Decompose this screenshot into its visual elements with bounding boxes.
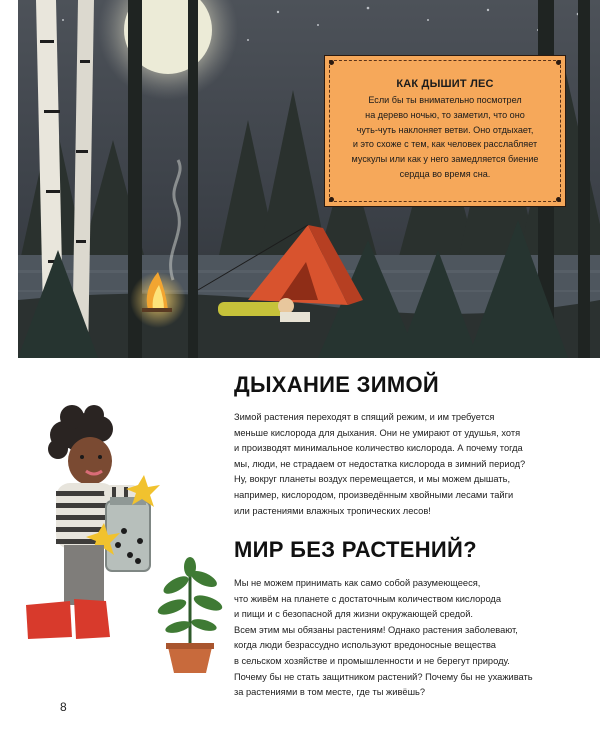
paragraph-line: Ну, вокруг планеты воздух перемещается, и мы можем дышать, bbox=[234, 474, 511, 485]
paragraph-line: когда люди безрассудно используют вредоносные вещества bbox=[234, 640, 496, 651]
paragraph-line: и пищи и с безопасной для жизни окружающей средой. bbox=[234, 609, 474, 620]
callout-line: Если бы ты внимательно посмотрел bbox=[368, 95, 522, 105]
child-with-jar-illustration bbox=[14, 405, 164, 655]
callout-text bbox=[337, 93, 553, 182]
paragraph-line: и производят минимальное количество кислорода. А почему тогда bbox=[234, 443, 523, 454]
night-forest-illustration bbox=[18, 0, 600, 358]
paragraph-line: что живём на планете с достаточным количеством кислорода bbox=[234, 593, 502, 604]
callout-box bbox=[324, 55, 566, 207]
callout-title: КАК ДЫШИТ ЛЕС bbox=[396, 78, 494, 90]
paragraph-line: мы, люди, не страдаем от недостатка кислорода в зимний период? bbox=[234, 458, 526, 469]
callout-line: мускулы или как у него замедляется биение bbox=[351, 154, 539, 165]
paragraph-line: Мы не можем принимать как само собой разумеющееся, bbox=[234, 578, 481, 588]
corner-dot bbox=[556, 197, 561, 202]
paragraph-line: меньше кислорода для дыхания. Они не умирают от удушья, хотя bbox=[234, 427, 521, 438]
potted-plant-illustration bbox=[150, 555, 230, 675]
face bbox=[68, 437, 112, 485]
paragraph-line: за растениями в том месте, где ты живёшь? bbox=[234, 687, 426, 698]
page-number: 8 bbox=[60, 700, 67, 714]
corner-dot bbox=[556, 60, 561, 65]
red-boots bbox=[26, 599, 110, 639]
section-heading-winter: ДЫХАНИЕ ЗИМОЙ bbox=[234, 372, 440, 397]
legs bbox=[64, 545, 104, 605]
paragraph-line: в сельском хозяйстве и промышленности и не берегут природу. bbox=[234, 655, 510, 666]
section-heading-plants: МИР БЕЗ РАСТЕНИЙ? bbox=[234, 537, 477, 562]
section-paragraph-winter bbox=[234, 410, 525, 519]
paragraph-line: например, кислородом, произведённым хвойными лесами тайги bbox=[234, 489, 514, 500]
section-paragraph-plants bbox=[234, 576, 533, 701]
jar-with-seeds bbox=[106, 497, 150, 571]
paragraph-line: Всем этим мы обязаны растениям! Однако растения заболевают, bbox=[234, 624, 518, 635]
paragraph-line: Почему бы не стать защитником растений? Почему бы не ухаживать bbox=[234, 671, 533, 682]
flower-pot bbox=[168, 647, 212, 673]
callout-line: и это схоже с тем, как человек расслабляет bbox=[352, 139, 538, 150]
corner-dot bbox=[329, 60, 334, 65]
callout-line: сердца во время сна. bbox=[399, 168, 491, 179]
paragraph-line: или растениями влажных тропических лесов! bbox=[234, 505, 431, 516]
corner-dot bbox=[329, 197, 334, 202]
paragraph-line: Зимой растения переходят в спящий режим, и им требуется bbox=[234, 412, 495, 422]
callout-line: чуть-чуть наклоняет ветви. Оно отдыхает, bbox=[356, 124, 534, 135]
callout-line: на дерево ночью, то заметил, что оно bbox=[365, 109, 525, 120]
